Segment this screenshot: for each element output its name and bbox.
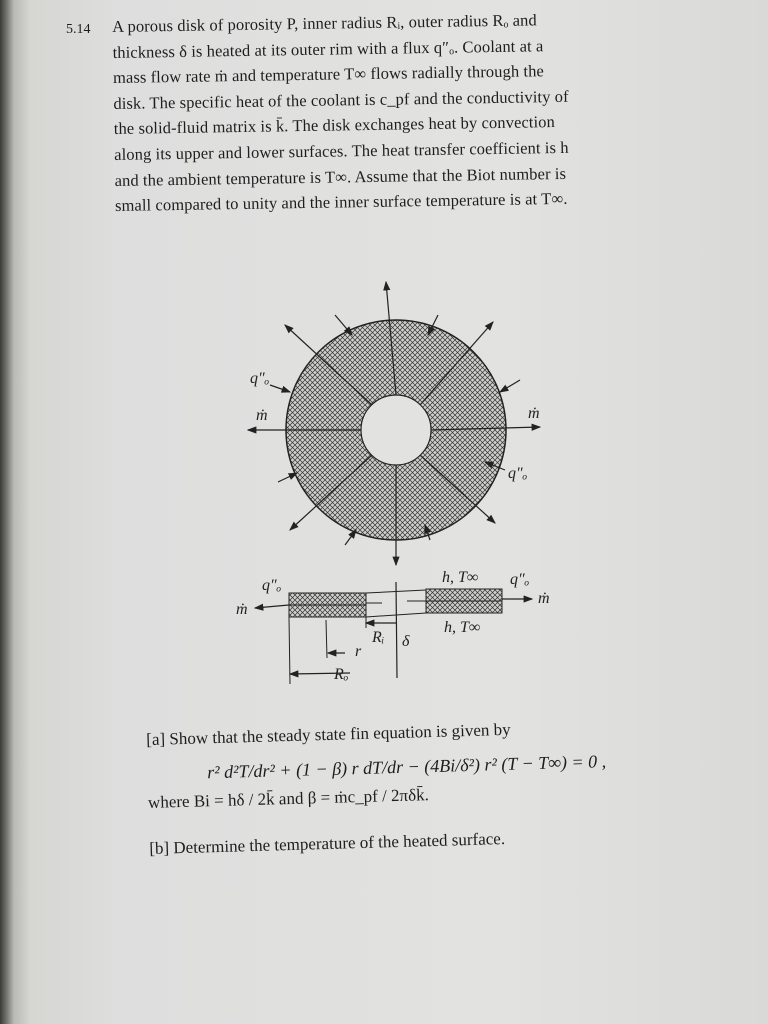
mass-flow-label: ṁ bbox=[538, 590, 550, 607]
flux-label: q″ₒ bbox=[262, 577, 282, 594]
part-a-label: [a] Show that the steady state fin equation is given by bbox=[146, 719, 511, 749]
parameter-definitions: where Bi = hδ / 2k̄ and β = ṁc_pf / 2πδk̄. bbox=[147, 785, 430, 812]
inner-radius-label: Rᵢ bbox=[372, 629, 385, 646]
statement-line: A porous disk of porosity P, inner radius Rᵢ, outer radius Rₒ and bbox=[112, 10, 537, 36]
problem-number: 5.14 bbox=[66, 22, 91, 37]
flux-label: q″ₒ bbox=[510, 571, 530, 588]
radius-label: r bbox=[355, 643, 362, 660]
statement-line: the solid-fluid matrix is k̄. The disk exchanges heat by convection bbox=[113, 112, 556, 139]
statement-line: small compared to unity and the inner surface temperature is at T∞. bbox=[114, 189, 568, 216]
convection-label: h, T∞ bbox=[444, 619, 481, 636]
flux-label: q″ₒ bbox=[508, 465, 528, 482]
statement-line: and the ambient temperature is T∞. Assume that the Biot number is bbox=[114, 163, 567, 190]
mass-flow-label: ṁ bbox=[256, 407, 268, 424]
questions bbox=[146, 715, 669, 858]
part-b-label: [b] Determine the temperature of the heated surface. bbox=[149, 829, 506, 858]
disk-top-view bbox=[248, 282, 540, 565]
statement-line: along its upper and lower surfaces. The heat transfer coefficient is h bbox=[114, 137, 569, 164]
flux-label: q″ₒ bbox=[250, 370, 270, 387]
disk-section-view bbox=[236, 569, 550, 684]
thickness-label: δ bbox=[402, 633, 410, 650]
fin-equation: r² d²T/dr² + (1 − β) r dT/dr − (4Bi/δ²) r² (T − T∞) = 0 , bbox=[206, 751, 607, 783]
mass-flow-label: ṁ bbox=[528, 405, 540, 422]
statement-line: mass flow rate ṁ and temperature T∞ flows radially through the bbox=[112, 61, 545, 88]
outer-radius-label: Rₒ bbox=[334, 666, 349, 683]
mass-flow-label: ṁ bbox=[236, 601, 248, 618]
convection-label: h, T∞ bbox=[442, 569, 479, 586]
statement-line: disk. The specific heat of the coolant is c_pf and the conductivity of bbox=[113, 86, 569, 113]
statement-line: thickness δ is heated at its outer rim with a flux q″ₒ. Coolant at a bbox=[112, 35, 544, 62]
